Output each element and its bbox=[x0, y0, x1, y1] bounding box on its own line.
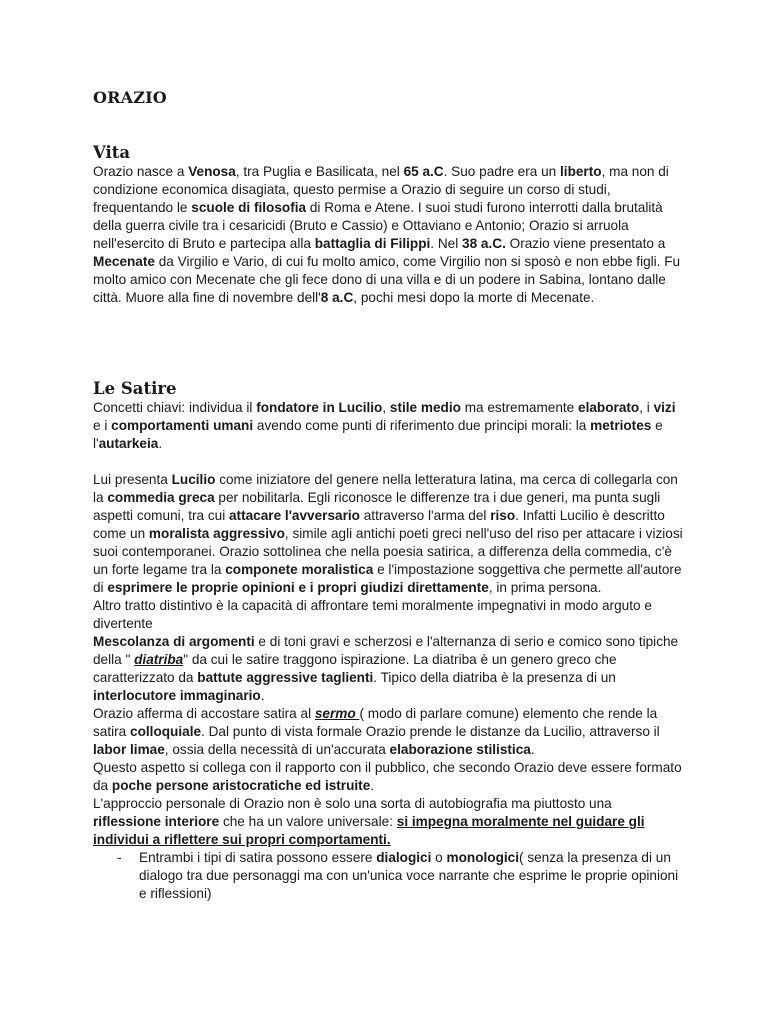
concetti-paragraph bbox=[93, 399, 683, 453]
text-run: o bbox=[431, 850, 447, 865]
text-run: come iniziatore del genere nella letteratura latina, ma cerca di collegarla con la bbox=[93, 472, 678, 505]
list-marker: - bbox=[117, 850, 122, 865]
text-run: , ossia della necessità di un'accurata bbox=[164, 742, 390, 757]
bold-text: sermo bbox=[314, 706, 360, 721]
bold-text: metriotes bbox=[590, 418, 652, 433]
bold-text: liberto bbox=[560, 164, 602, 179]
bold-text: stile medio bbox=[389, 400, 461, 415]
bold-text: Mecenate bbox=[93, 254, 155, 269]
text-run: ma estremamente bbox=[460, 400, 579, 415]
bold-text: autarkeia bbox=[98, 436, 159, 451]
text-run: Orazio afferma di accostare satira al bbox=[93, 706, 315, 721]
section-satire bbox=[93, 379, 683, 903]
approccio-paragraph bbox=[93, 795, 683, 849]
bold-text: diatriba bbox=[134, 652, 184, 667]
bold-text: labor limae bbox=[93, 742, 165, 757]
bold-text: vizi bbox=[653, 400, 676, 415]
text-run: " da cui le satire traggono ispirazione. La diatriba è un genero greco che caratterizzato da bbox=[93, 652, 617, 685]
bold-text: Lucilio bbox=[171, 472, 216, 487]
bold-text: scuole di filosofia bbox=[191, 200, 307, 215]
text-run: Altro tratto distintivo è la capacità di affrontare temi moralmente impegnativi in modo arguto e divertente bbox=[93, 598, 652, 631]
text-run: . bbox=[260, 688, 265, 703]
text-run: di Roma e Atene. I suoi studi furono interrotti dalla brutalità della guerra civile tra i cesaricidi (Bruto e Cassio) e Ottaviano e Antonio; Orazio si arruola nell'esercito di Bruto e partecipa alla bbox=[93, 200, 663, 251]
bold-text: monologici bbox=[446, 850, 520, 865]
bold-text: si impegna moralmente nel guidare gli individui a riflettere sui propri comportamenti. bbox=[93, 814, 645, 847]
bold-text: poche persone aristocratiche ed istruite bbox=[111, 778, 371, 793]
bold-text: commedia greca bbox=[107, 490, 215, 505]
bold-text: fondatore in Lucilio bbox=[256, 400, 383, 415]
bold-text: elaborazione stilistica bbox=[389, 742, 531, 757]
text-run: da Virgilio e Vario, di cui fu molto amico, come Virgilio non si sposò e non ebbe figli. Fu molto amico con Mecenate che gli fece dono di una villa e di un podere in Sabina, lontano dalle città. Muore alla fine di novembre dell' bbox=[93, 254, 681, 305]
text-run: Orazio nasce a bbox=[93, 164, 189, 179]
bold-text: comportamenti umani bbox=[111, 418, 254, 433]
text-run: . Infatti Lucilio è descritto come un bbox=[93, 508, 665, 541]
text-run: . bbox=[370, 778, 375, 793]
bold-text: moralista aggressivo bbox=[148, 526, 285, 541]
text-run: , in prima persona. bbox=[488, 580, 602, 595]
text-run: e i bbox=[93, 418, 112, 433]
bold-text: dialogici bbox=[376, 850, 432, 865]
list-item-text bbox=[139, 850, 678, 901]
bold-text: Mescolanza di argomenti bbox=[93, 634, 255, 649]
text-run: , tra Puglia e Basilicata, nel bbox=[235, 164, 404, 179]
bold-text: Venosa bbox=[188, 164, 236, 179]
text-run: ( modo di parlare comune) elemento che rende la satira bbox=[93, 706, 658, 739]
blank-line bbox=[93, 453, 683, 471]
text-run: , ma non di condizione economica disagiata, questo permise a Orazio di seguire un corso di studi, frequentando le bbox=[93, 164, 669, 215]
bold-text: battaglia di Filippi bbox=[314, 236, 431, 251]
text-run: per nobilitarla. Egli riconosce le differenze tra i due generi, ma punta sugli aspetti comuni, tra cui bbox=[93, 490, 661, 523]
text-run: attraverso l'arma del bbox=[359, 508, 491, 523]
bold-text: elaborato bbox=[578, 400, 640, 415]
text-run: . Suo padre era un bbox=[443, 164, 561, 179]
tratto-paragraph bbox=[93, 597, 683, 633]
text-run: e l'impostazione soggettiva che permette all'autore di bbox=[93, 562, 682, 595]
bold-text: colloquiale bbox=[130, 724, 202, 739]
lucilio-paragraph bbox=[93, 471, 683, 597]
text-run: , simile agli antichi poeti greci nell'uso del riso per attacare i viziosi suoi contemporanei. Orazio sottolinea che nella poesia satirica, a differenza della commedia, c'è un forte legame tra la bbox=[93, 526, 683, 577]
bold-text: 65 a.C bbox=[403, 164, 444, 179]
section-vita bbox=[93, 143, 683, 307]
bold-text: componete moralistica bbox=[225, 562, 374, 577]
bold-text: 8 a.C bbox=[320, 290, 354, 305]
text-run: . bbox=[158, 436, 163, 451]
bold-text: battute aggressive taglienti bbox=[197, 670, 374, 685]
bold-text: interlocutore immaginario bbox=[93, 688, 261, 703]
section-heading-vita: Vita bbox=[93, 143, 131, 162]
text-run: . bbox=[530, 742, 535, 757]
text-run: e di toni gravi e scherzosi e l'alternanza di serio e comico sono tipiche della " bbox=[93, 634, 679, 667]
pubblico-paragraph bbox=[93, 759, 683, 795]
bold-text: riflessione interiore bbox=[93, 814, 220, 829]
text-run: ( senza la presenza di un dialogo tra due personaggi ma con un'unica voce narrante che esprime le proprie opinioni e riflessioni) bbox=[139, 850, 679, 901]
list-item bbox=[93, 849, 683, 903]
text-run: L'approccio personale di Orazio non è solo una sorta di autobiografia ma piuttosto una bbox=[93, 796, 612, 811]
text-run: Entrambi i tipi di satira possono essere bbox=[139, 850, 377, 865]
sermo-paragraph bbox=[93, 705, 683, 759]
bold-text: 38 a.C. bbox=[462, 236, 506, 251]
vita-paragraph bbox=[93, 163, 683, 307]
text-run: . Dal punto di vista formale Orazio prende le distanze da Lucilio, attraverso il bbox=[201, 724, 660, 739]
text-run: Concetti chiavi: individua il bbox=[93, 400, 257, 415]
text-run: , i bbox=[639, 400, 654, 415]
bold-text: attacare l'avversario bbox=[229, 508, 360, 523]
bold-text: riso bbox=[490, 508, 516, 523]
text-run: Lui presenta bbox=[93, 472, 172, 487]
text-run: e l' bbox=[93, 418, 663, 451]
text-run: , pochi mesi dopo la morte di Mecenate. bbox=[353, 290, 595, 305]
text-run: avendo come punti di riferimento due principi morali: la bbox=[253, 418, 591, 433]
text-run: che ha un valore universale: bbox=[219, 814, 397, 829]
text-run: . Nel bbox=[430, 236, 463, 251]
document-title: ORAZIO bbox=[93, 88, 167, 107]
section-heading-satire: Le Satire bbox=[93, 379, 177, 398]
text-run: Orazio viene presentato a bbox=[505, 236, 666, 251]
text-run: . Tipico della diatriba è la presenza di un bbox=[373, 670, 616, 685]
text-run: Questo aspetto si collega con il rapporto con il pubblico, che secondo Orazio deve essere formato da bbox=[93, 760, 682, 793]
bold-text: esprimere le proprie opinioni e i propri giudizi direttamente bbox=[107, 580, 489, 595]
text-run: , bbox=[382, 400, 390, 415]
mescolanza-paragraph bbox=[93, 633, 683, 705]
